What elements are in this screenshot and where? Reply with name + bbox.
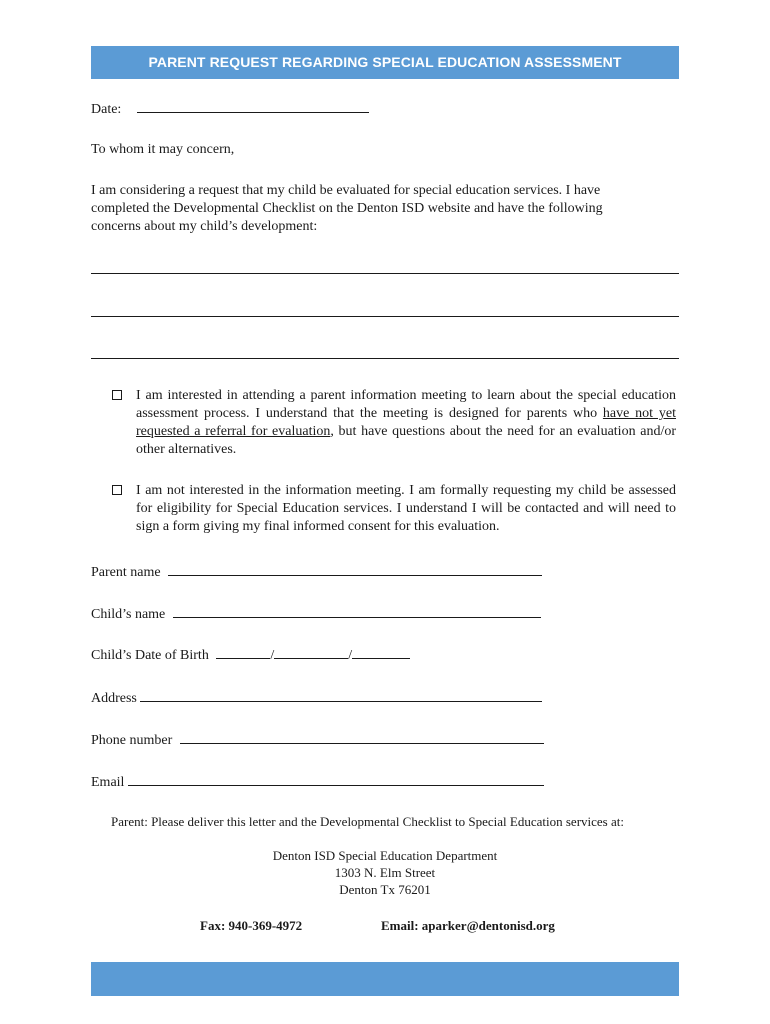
child-dob-row [91, 644, 410, 665]
parent-name-label: Parent name [91, 565, 161, 580]
footer-bar [91, 962, 679, 996]
dob-month-field[interactable] [216, 644, 270, 659]
greeting: To whom it may concern, [91, 142, 235, 157]
address-label: Address [91, 691, 137, 706]
child-name-row [91, 603, 541, 624]
formal-request-text: I am not interested in the information meeting. I am formally requesting my child be assessed for eligibility for Special Education services. I understand I will be contacted and will need to sign a form giving my final informed consent for this evaluation. [136, 483, 676, 534]
parent-name-row [91, 561, 542, 582]
dept-street: 1303 N. Elm Street [334, 865, 436, 880]
delivery-instruction: Parent: Please deliver this letter and the Developmental Checklist to Special Education services at: [111, 814, 624, 829]
parent-name-field[interactable] [168, 561, 542, 576]
email-field[interactable] [128, 771, 544, 786]
dob-separator: / [348, 648, 353, 663]
email-label: Email [91, 775, 125, 790]
date-label: Date: [91, 102, 122, 117]
address-row [91, 687, 542, 708]
fax-number: Fax: 940-369-4972 [200, 918, 303, 933]
dob-day-field[interactable] [274, 644, 348, 659]
underlined-phrase: have not yet requested a referral for evaluation [136, 406, 677, 439]
info-meeting-checkbox[interactable] [112, 390, 122, 400]
child-name-label: Child’s name [91, 607, 166, 622]
intro-paragraph: I am considering a request that my child be evaluated for special education services. I have completed the Developmental Checklist on the Denton ISD website and have the following concerns about my child’s development: [91, 183, 603, 234]
child-dob-label: Child’s Date of Birth [91, 648, 209, 663]
contact-email[interactable]: Email: aparker@dentonisd.org [381, 918, 555, 933]
date-field[interactable] [137, 98, 369, 113]
option-formal-request [112, 482, 677, 536]
phone-field[interactable] [180, 729, 544, 744]
date-row [91, 98, 369, 119]
address-field[interactable] [140, 687, 542, 702]
dept-city: Denton Tx 76201 [339, 882, 431, 897]
concerns-line-2[interactable] [91, 316, 679, 317]
info-meeting-text: I am interested in attending a parent information meeting to learn about the special education assessment process. I understand that the meeting is designed for parents who have not yet requested a referral for evaluation, but have questions about the need for an evaluation and/or other alternatives. [136, 388, 677, 457]
concerns-line-1[interactable] [91, 273, 679, 274]
dept-name: Denton ISD Special Education Department [272, 848, 498, 863]
concerns-line-3[interactable] [91, 358, 679, 359]
option-info-meeting [112, 387, 677, 459]
email-row [91, 771, 544, 792]
form-title: PARENT REQUEST REGARDING SPECIAL EDUCATION ASSESSMENT [91, 46, 679, 79]
dob-separator: / [270, 648, 275, 663]
formal-request-checkbox[interactable] [112, 485, 122, 495]
dob-year-field[interactable] [352, 644, 410, 659]
child-name-field[interactable] [173, 603, 541, 618]
phone-label: Phone number [91, 733, 173, 748]
phone-row [91, 729, 544, 750]
